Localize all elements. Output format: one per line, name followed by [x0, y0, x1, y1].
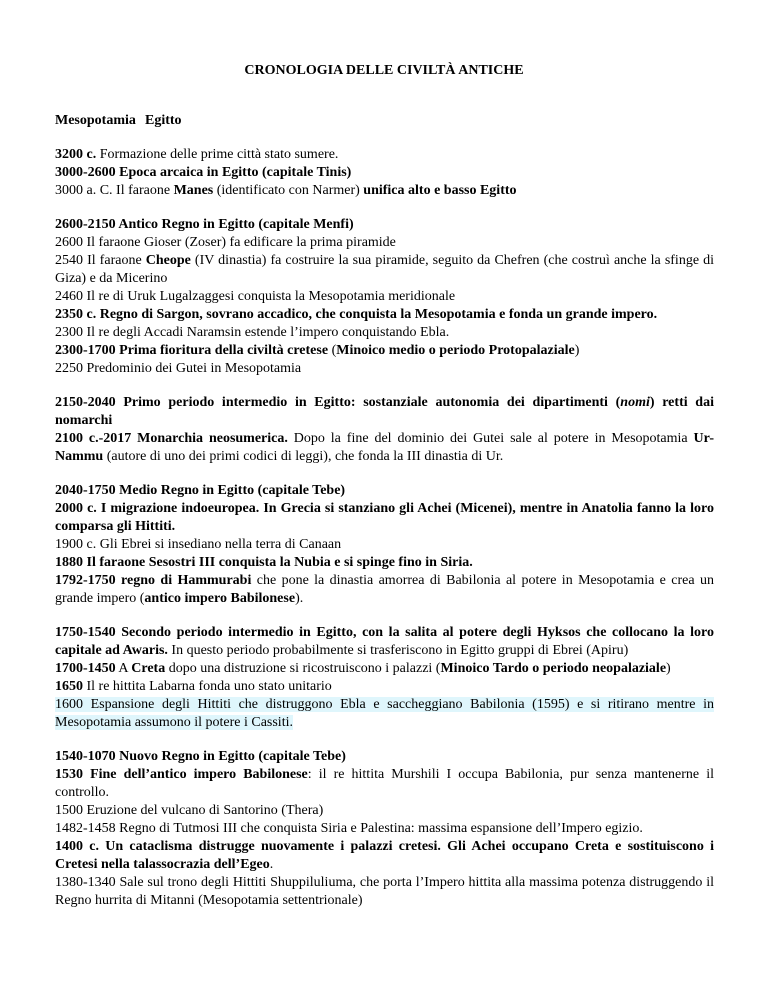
timeline-entry: [55, 146, 714, 164]
entry-text: (: [328, 343, 337, 358]
entry-bold-text: Ur-Nammu: [55, 431, 715, 464]
entry-bold-text: Cheope: [145, 253, 191, 268]
entry-text: Formazione delle prime città stato sumere.: [96, 147, 339, 162]
entry-bold-text: nomi: [620, 395, 650, 410]
entry-bold-text: 2040-1750 Medio Regno in Egitto (capitale Tebe): [55, 483, 346, 498]
timeline-entry: [55, 536, 714, 554]
entry-bold-text: Minoico medio o periodo Protopalaziale: [336, 343, 575, 358]
entry-bold-text: 1880 Il faraone Sesostri III conquista la Nubia e si spinge fino in Siria.: [55, 555, 473, 570]
entry-text: 1500 Eruzione del vulcano di Santorino (Thera): [55, 803, 324, 818]
timeline-entry: [55, 820, 714, 838]
timeline-entry: [55, 500, 714, 536]
entry-text: 1900 c. Gli Ebrei si insediano nella terra di Canaan: [55, 537, 342, 552]
entry-text: .: [269, 857, 274, 872]
timeline-entry: [55, 430, 714, 466]
timeline-entry: [55, 252, 714, 288]
timeline-entry: [55, 554, 714, 572]
timeline-entry: [55, 624, 714, 660]
entry-text: 2300 Il re degli Accadi Naramsin estende l’impero conquistando Ebla.: [55, 325, 450, 340]
timeline-block: [55, 146, 714, 200]
timeline-entry: [55, 164, 714, 182]
entry-text: 2540 Il faraone: [55, 253, 146, 268]
entry-bold-text: 2350 c. Regno di Sargon, sovrano accadico, che conquista la Mesopotamia e fonda un grande impero.: [55, 307, 658, 322]
timeline-entry: [55, 216, 714, 234]
timeline-entry: [55, 182, 714, 200]
entry-text: 3000 a. C. Il faraone: [55, 183, 174, 198]
entry-bold-text: 1540-1070 Nuovo Regno in Egitto (capitale Tebe): [55, 749, 346, 764]
timeline-block: [55, 748, 714, 910]
entry-bold-text: 1400 c. Un cataclisma distrugge nuovamente i palazzi cretesi. Gli Achei occupano Creta e sostituiscono i Cretesi nella talassocrazia dell’Egeo: [55, 839, 714, 872]
timeline-entry: [55, 766, 714, 802]
timeline-entry: [55, 874, 714, 910]
entry-text: (IV dinastia) fa costruire la sua piramide, seguito da Chefren (che costruì anche la sfinge di Giza) e da Micerino: [55, 253, 714, 286]
timeline-entry: [55, 748, 714, 766]
timeline-body: [55, 146, 714, 926]
timeline-entry: [55, 696, 714, 732]
entry-highlighted-text: 1600 Espansione degli Hittiti che distruggono Ebla e saccheggiano Babilonia (1595) e si ritirano mentre in Mesopotamia assumono il potere i Cassiti.: [55, 697, 714, 730]
column-headings: [55, 112, 182, 130]
timeline-block: [55, 624, 714, 732]
entry-text: (autore di uno dei primi codici di leggi), che fonda la III dinastia di Ur.: [103, 449, 504, 464]
heading-egitto: Egitto: [145, 113, 182, 128]
entry-bold-text: ) retti dai nomarchi: [55, 395, 714, 428]
heading-mesopotamia: Mesopotamia: [55, 113, 136, 128]
entry-bold-text: 2600-2150 Antico Regno in Egitto (capitale Menfi): [55, 217, 354, 232]
timeline-entry: [55, 482, 714, 500]
entry-bold-text: 2150-2040 Primo periodo intermedio in Egitto: sostanziale autonomia dei dipartimenti (: [55, 395, 621, 410]
timeline-entry: [55, 572, 714, 608]
timeline-entry: [55, 306, 714, 324]
entry-bold-text: 3000-2600 Epoca arcaica in Egitto (capitale Tinis): [55, 165, 352, 180]
timeline-entry: [55, 394, 714, 430]
entry-text: Il re hittita Labarna fonda uno stato unitario: [83, 679, 332, 694]
entry-bold-text: Creta: [131, 661, 166, 676]
document-title: CRONOLOGIA DELLE CIVILTÀ ANTICHE: [244, 63, 524, 78]
entry-bold-text: Manes: [173, 183, 214, 198]
entry-bold-text: unifica alto e basso Egitto: [363, 183, 517, 198]
timeline-block: [55, 394, 714, 466]
entry-bold-text: 2000 c. I migrazione indoeuropea. In Grecia si stanziano gli Achei (Micenei), mentre in Anatolia fanno la loro comparsa gli Hittiti.: [55, 501, 714, 534]
entry-bold-text: 1650: [55, 679, 83, 694]
timeline-entry: [55, 360, 714, 378]
timeline-entry: [55, 324, 714, 342]
timeline-entry: [55, 678, 714, 696]
entry-text: dopo una distruzione si ricostruiscono i palazzi (: [165, 661, 441, 676]
timeline-block: [55, 216, 714, 378]
entry-text: che pone la dinastia amorrea di Babilonia al potere in Mesopotamia e crea un grande impero (: [55, 573, 714, 606]
entry-bold-text: 1530 Fine dell’antico impero Babilonese: [55, 767, 308, 782]
entry-text: : il re hittita Murshili I occupa Babilonia, pur senza mantenerne il controllo.: [55, 767, 714, 800]
entry-bold-text: Minoico Tardo o periodo neopalaziale: [440, 661, 667, 676]
entry-text: ): [574, 343, 580, 358]
entry-text: (identificato con Narmer): [213, 183, 364, 198]
entry-text: 1380-1340 Sale sul trono degli Hittiti Shuppiluliuma, che porta l’Impero hittita alla massima potenza distruggendo il Regno hurrita di Mitanni (Mesopotamia settentrionale): [55, 875, 714, 908]
entry-text: ): [666, 661, 671, 676]
entry-text: Dopo la fine del dominio dei Gutei sale al potere in Mesopotamia: [287, 431, 694, 446]
entry-text: 2250 Predominio dei Gutei in Mesopotamia: [55, 361, 302, 376]
entry-bold-text: 1750-1540 Secondo periodo intermedio in Egitto, con la salita al potere degli Hyksos che collocano la loro capitale ad Awaris.: [55, 625, 714, 658]
timeline-entry: [55, 234, 714, 252]
entry-text: 2460 Il re di Uruk Lugalzaggesi conquista la Mesopotamia meridionale: [55, 289, 456, 304]
entry-text: ).: [295, 591, 304, 606]
entry-bold-text: 1792-1750 regno di Hammurabi: [55, 573, 252, 588]
timeline-entry: [55, 802, 714, 820]
entry-bold-text: antico impero Babilonese: [144, 591, 296, 606]
timeline-entry: [55, 660, 714, 678]
entry-bold-text: 1700-1450: [55, 661, 116, 676]
entry-text: 1482-1458 Regno di Tutmosi III che conquista Siria e Palestina: massima espansione dell’Impero egizio.: [55, 821, 643, 836]
entry-bold-text: 2100 c.-2017 Monarchia neosumerica.: [55, 431, 288, 446]
entry-text: 2600 Il faraone Gioser (Zoser) fa edificare la prima piramide: [55, 235, 396, 250]
timeline-entry: [55, 288, 714, 306]
entry-text: A: [115, 661, 132, 676]
entry-text: In questo periodo probabilmente si trasferiscono in Egitto gruppi di Ebrei (Apiru): [167, 643, 629, 658]
entry-bold-text: 2300-1700 Prima fioritura della civiltà cretese: [55, 343, 329, 358]
entry-bold-text: 3200 c.: [55, 147, 97, 162]
timeline-entry: [55, 342, 714, 360]
timeline-entry: [55, 838, 714, 874]
timeline-block: [55, 482, 714, 608]
